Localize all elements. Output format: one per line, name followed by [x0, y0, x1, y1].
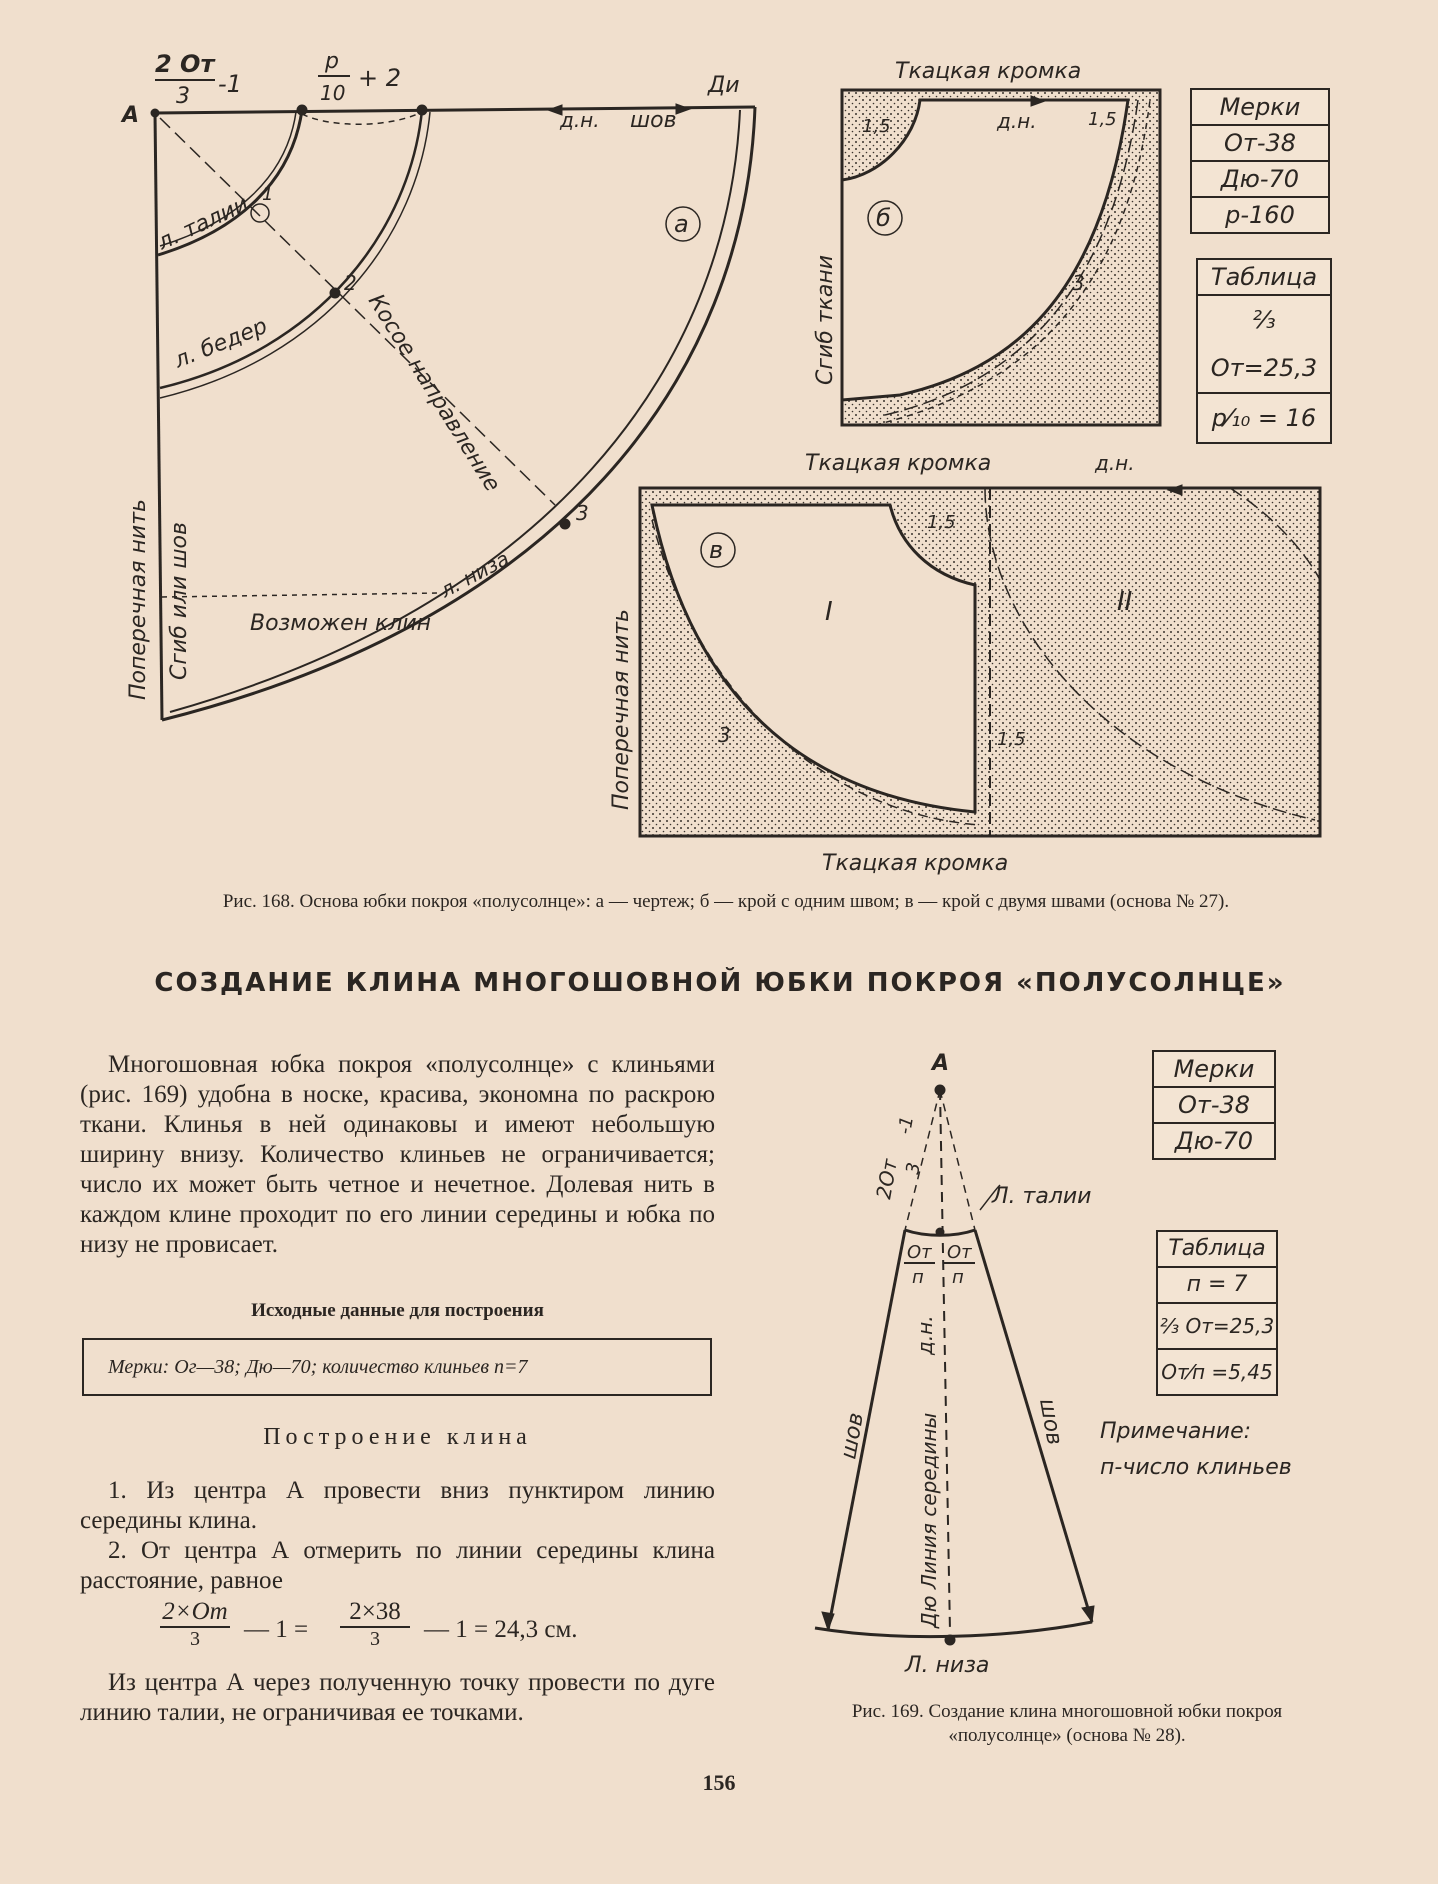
fig169-seam-left: шов [836, 1410, 869, 1462]
bias-label: Косое направление [362, 289, 505, 497]
selvage-bottom-label-v: Ткацкая кромка [822, 851, 1009, 876]
panel-b-letter: б [876, 204, 891, 232]
page-number-text: 156 [702, 1770, 736, 1795]
fig169-formula-den: 3 [902, 1160, 925, 1176]
formula2-den: 10 [320, 81, 346, 105]
formula2-num: р [325, 49, 339, 74]
dn-label-b: д.н. [997, 109, 1037, 133]
fold-label-b: Сгиб ткани [813, 254, 838, 385]
section-title-text: СОЗДАНИЕ КЛИНА МНОГОШОВНОЙ ЮБКИ ПОКРОЯ «ПОЛУСОЛНЦЕ» [154, 968, 1286, 998]
initial-data-box [82, 1338, 712, 1396]
step-2 [80, 1536, 715, 1596]
marker-3: 3 [576, 501, 589, 525]
formula-frac2-num: 2×38 [340, 1598, 410, 1628]
fig169-measures-row-1: От-38 [1154, 1088, 1274, 1124]
fig169-right-den: п [952, 1267, 964, 1288]
fig169-dn-label: д.н. [913, 1315, 937, 1355]
dn-label-a: д.н. [560, 108, 600, 132]
formula-frac2-den: 3 [370, 1628, 380, 1650]
measures-table-168 [1190, 88, 1330, 234]
fig169-measures-row-2: Дю-70 [1174, 1127, 1254, 1155]
figure-169-caption-text: Рис. 169. Создание клина многошовной юбки покроя «полусолнце» (основа № 28). [851, 1701, 1283, 1746]
initial-data-text: Мерки: Ог—38; Дю—70; количество клиньев n=7 [108, 1355, 528, 1378]
panel-v-layout [640, 485, 1320, 836]
figure-168-caption-text: Рис. 168. Основа юбки покроя «полусолнце»: а — чертеж; б — крой с одним швом; в — крой с двумя швами (основа № 27). [222, 891, 1230, 912]
measures-title-168: Мерки [1192, 90, 1328, 126]
page-number [0, 1770, 1438, 1796]
allowance-right-b: 1,5 [1088, 109, 1117, 130]
fig169-mid-line: Дю Линия середины [917, 1412, 941, 1628]
marker-1: 1 [262, 184, 274, 205]
values-table-168 [1196, 258, 1332, 444]
part-1-label: I [825, 597, 833, 627]
panel-v-letter: в [709, 536, 724, 564]
values-row-1: ²⁄₃ От=25,3 [1198, 296, 1330, 394]
measures-row-1: От-38 [1192, 126, 1328, 162]
intro-paragraph [80, 1050, 715, 1260]
values-title-168: Таблица [1198, 260, 1330, 296]
measures-table-169 [1152, 1050, 1276, 1160]
step-1 [80, 1476, 715, 1536]
initial-data-heading [80, 1300, 715, 1322]
fig169-formula-num: 2От [871, 1157, 902, 1201]
fig169-measures-title: Мерки [1154, 1052, 1274, 1088]
fig169-table-title: Таблица [1158, 1232, 1276, 1268]
figure-168-caption [122, 890, 1330, 914]
formula-frac1-den: 3 [190, 1628, 200, 1650]
fig169-note-text: п-число клиньев [1100, 1455, 1292, 1480]
formula-end: — 1 = 24,3 см. [424, 1616, 578, 1643]
fig169-waist-label: Л. талии [992, 1184, 1092, 1209]
point-di: Ди [708, 73, 740, 98]
formula2-rest: + 2 [358, 64, 402, 92]
fig169-table-row-2: ²⁄₃ От=25,3 [1158, 1304, 1276, 1350]
panel-a-letter: а [674, 210, 689, 238]
fig169-note [1100, 1414, 1300, 1486]
transverse-label-v: Поперечная нить [609, 609, 634, 810]
fig169-seam-right: шов [1034, 1396, 1067, 1447]
marker-2: 2 [344, 271, 357, 295]
figure-169-drawing [760, 1040, 1438, 1680]
fig169-left-num: От [907, 1242, 932, 1263]
point-a: А [122, 103, 140, 128]
fig169-left-den: п [912, 1267, 924, 1288]
hip-line-label: л. бедер [170, 313, 271, 374]
fig169-note-title: Примечание: [1100, 1419, 1252, 1444]
step-2-formula [160, 1598, 720, 1668]
allowance-top-v: 1,5 [927, 512, 956, 533]
fig169-formula-rest: -1 [894, 1114, 919, 1136]
fig169-right-num: От [947, 1242, 972, 1263]
values-row-2: р⁄₁₀ = 16 [1211, 404, 1317, 432]
measures-row-3: р-160 [1225, 201, 1295, 229]
fold-label-a: Сгиб или шов [167, 522, 192, 680]
transverse-label-a: Поперечная нить [126, 499, 151, 700]
formula1-den: 3 [176, 84, 190, 109]
waist-line-label: л. талии [153, 191, 253, 256]
seam-label-a: шов [630, 108, 677, 133]
intro-text: Многошовная юбка покроя «полусолнце» с клиньями (рис. 169) удобна в носке, красива, экономна по раскрою ткани. Клинья в ней одинаковы и имеют небольшую ширину внизу. Количество клиньев не ограничивается; число их может быть четное и нечетное. Долевая нить в каждом клине проходит по его линии середины и юбка по низу не провисает. [80, 1051, 715, 1258]
formula-mid: — 1 = [244, 1616, 309, 1643]
panel-b-layout [842, 90, 1160, 425]
initial-data-heading-text: Исходные данные для построения [251, 1300, 544, 1321]
formula1-rest: -1 [218, 70, 242, 98]
formula-frac1-num: 2×От [160, 1598, 230, 1628]
marker-3-b: 3 [1072, 271, 1085, 295]
step-1-text: 1. Из центра А провести вниз пунктиром линию середины клина. [80, 1477, 715, 1534]
gusset-label: Возможен клин [250, 611, 432, 636]
formula1-num: 2 От [155, 50, 215, 78]
selvage-label-b: Ткацкая кромка [895, 59, 1082, 84]
construction-heading-text: Построение клина [263, 1424, 532, 1450]
step-3-text: Из центра А через полученную точку провести по дуге линию талии, не ограничивая ее точками. [80, 1669, 715, 1726]
allowance-bottom-v: 1,5 [997, 729, 1026, 750]
step-3 [80, 1668, 715, 1728]
step-2-text: 2. От центра А отмерить по линии середины клина расстояние, равное [80, 1537, 715, 1594]
marker-3-v: 3 [718, 723, 731, 747]
measures-row-2: Дю-70 [1192, 162, 1328, 198]
allowance-left-b: 1,5 [862, 116, 891, 137]
selvage-top-label-v: Ткацкая кромка [805, 451, 992, 476]
part-2-label: II [1117, 587, 1133, 617]
section-title [100, 968, 1340, 998]
fig169-hem-label: Л. низа [905, 1653, 990, 1678]
hem-line-label: л. низа [436, 546, 514, 603]
fig169-point-a: А [932, 1051, 950, 1076]
values-table-169 [1156, 1230, 1278, 1396]
fig169-table-row-3: От⁄п =5,45 [1161, 1360, 1273, 1384]
construction-heading [80, 1424, 715, 1451]
dn-label-v: д.н. [1095, 451, 1135, 475]
figure-169-caption [812, 1700, 1322, 1748]
fig169-table-row-1: п = 7 [1158, 1268, 1276, 1304]
